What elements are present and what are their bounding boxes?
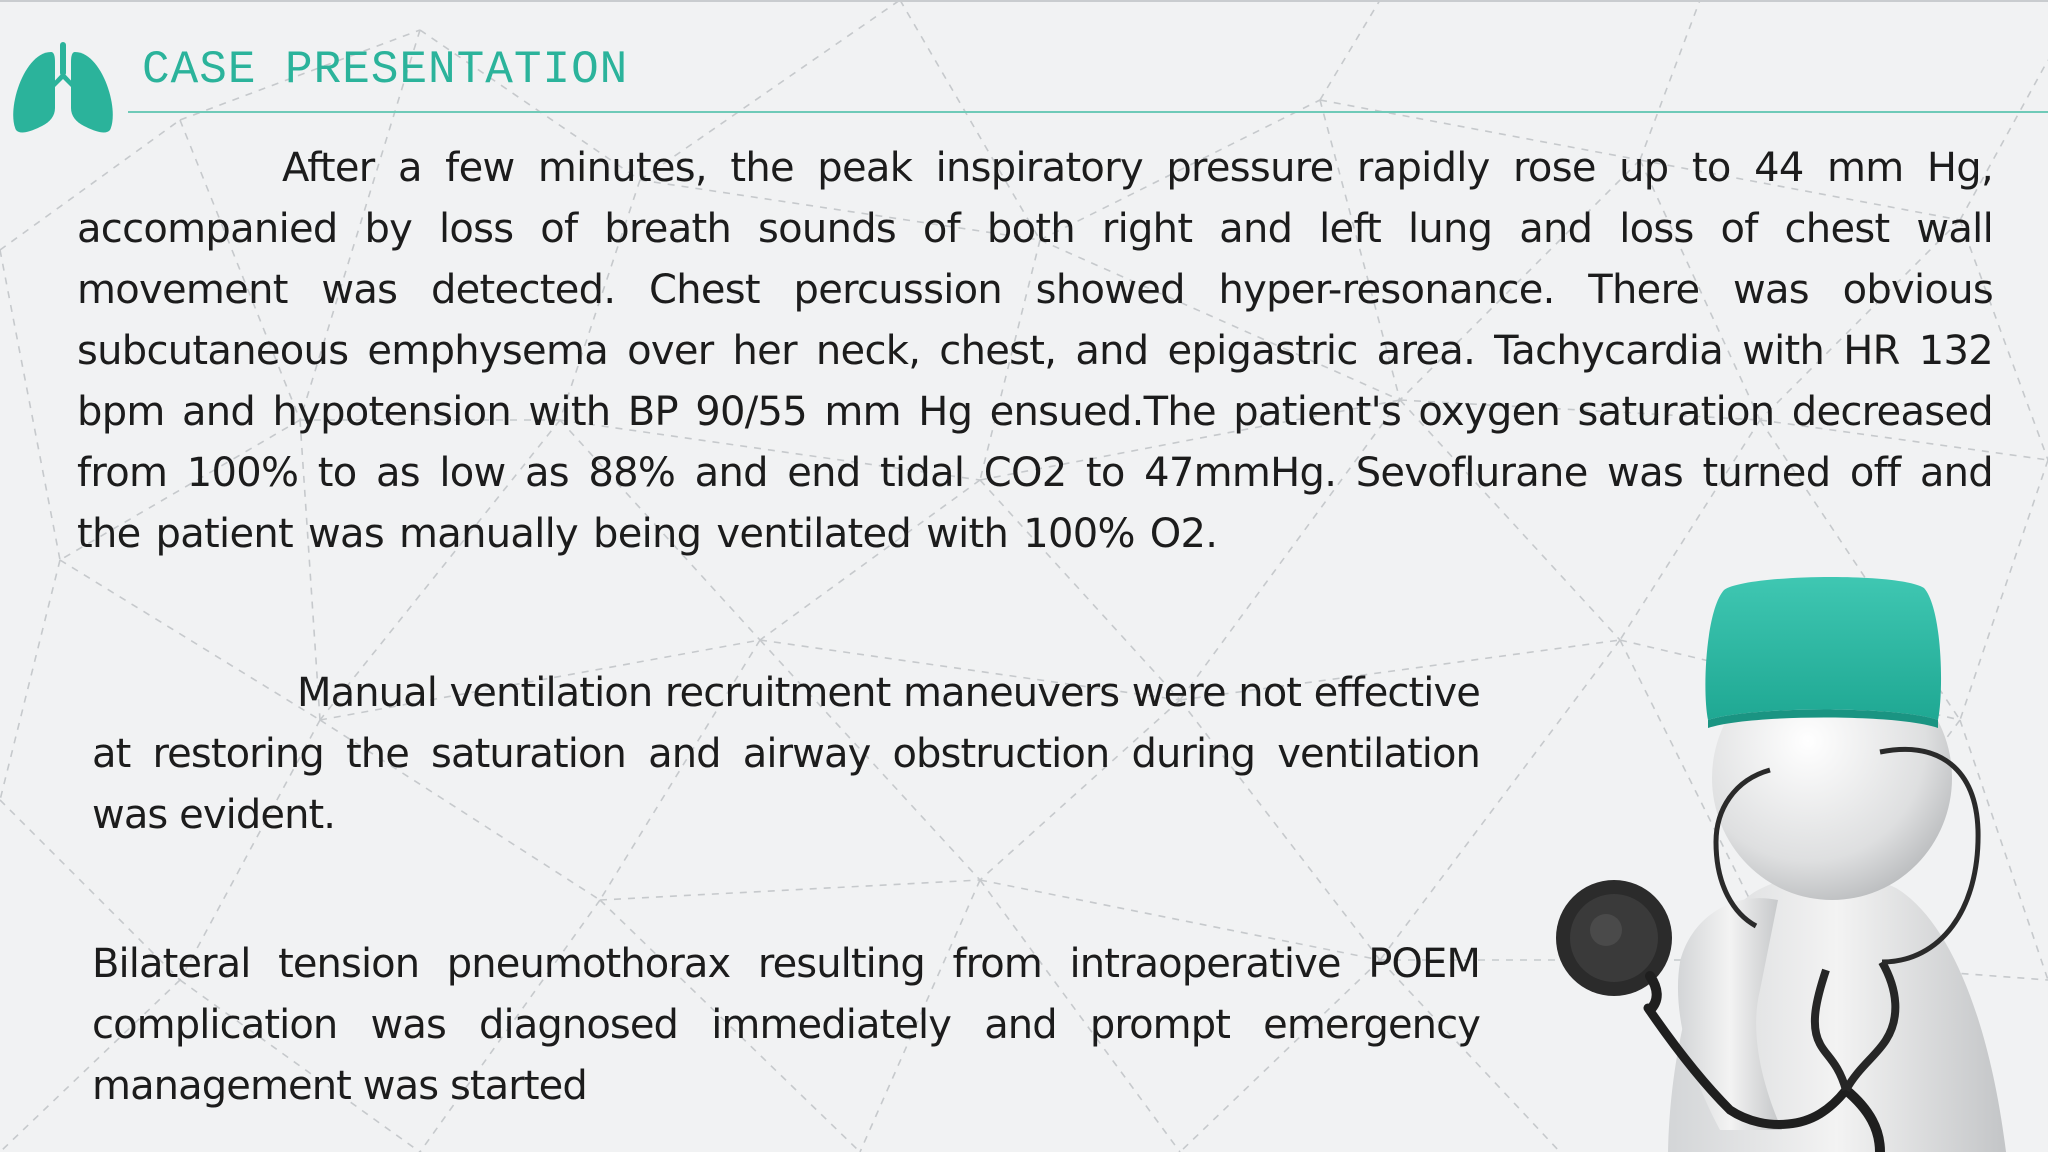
paragraph-clinical-events: After a few minutes, the peak inspiratory pressure rapidly rose up to 44 mm Hg, accompanied by loss of breath sounds of both right and left lung and loss of chest wall movement was detected. Chest percussion showed hyper-resonance. There was obvious subcutaneous emphysema over her neck, chest, and epigastric area. Tachycardia with HR 132 bpm and hypotension with BP 90/55 mm Hg ensued.The patient's oxygen saturation decreased from 100% to as low as 88% and end tidal CO2 to 47mmHg. Sevoflurane was turned off and the patient was manually being ventilated with 100% O2.	[77, 145, 1993, 557]
doctor-with-stethoscope-icon	[1520, 570, 2048, 1152]
slide-title: CASE PRESENTATION	[142, 44, 629, 96]
top-border-line	[0, 0, 2048, 2]
paragraph-manual-ventilation: Manual ventilation recruitment maneuvers were not effective at restoring the saturation and airway obstruction during ventilation was evident.	[92, 670, 1480, 838]
lungs-icon	[10, 42, 116, 134]
paragraph-diagnosis: Bilateral tension pneumothorax resulting from intraoperative POEM complication was diagnosed immediately and prompt emergency management was started	[92, 941, 1480, 1109]
title-underline	[128, 111, 2048, 113]
